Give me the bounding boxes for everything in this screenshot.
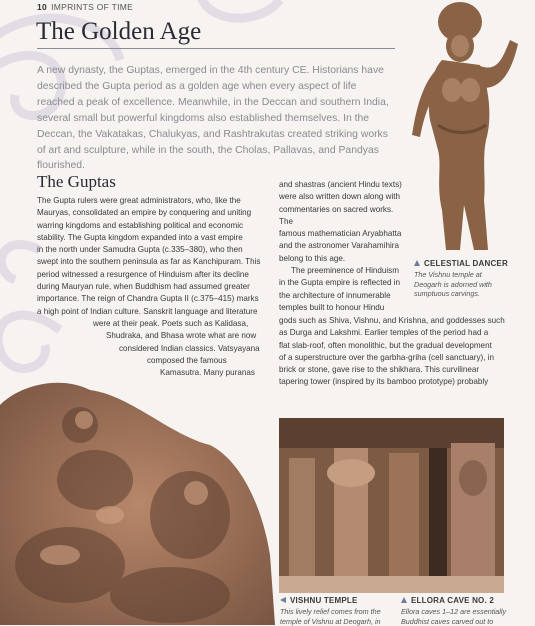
caption-line: Deogarh is adorned with: [414, 280, 514, 290]
caption-body: [414, 270, 514, 299]
section-label: IMPRINTS OF TIME: [51, 2, 133, 12]
caption-body: [280, 607, 398, 626]
caption-celestial-dancer: [414, 259, 514, 299]
vishnu-temple-relief-image: [0, 365, 275, 625]
caption-ellora-cave: [401, 596, 521, 626]
intro-paragraph: A new dynasty, the Guptas, emerged in the 4th century CE. Historians have described the Gupta period as a golden age when every aspect of life reached a peak of excellence. Meanwhile, in the Deccan and southern India, several small but powerful kingdoms also established themselves. In the Deccan, the Vakatakas, Chalukyas, and Rashtrakutas created striking works of art and sculpture, while in the south, the Cholas, Pallavas, and Pandyas flourished.: [37, 63, 389, 174]
col2-line: belong to this age.: [279, 253, 407, 265]
col2-line: The preeminence of Hinduism: [279, 265, 407, 277]
up-triangle-icon: [414, 260, 420, 266]
caption-line: Ellora caves 1–12 are essentially: [401, 607, 521, 617]
col1-line: in the north under Samudra Gupta (c.335–380), who then: [37, 244, 269, 256]
col1-line: swept into the southern peninsula as far as Kanchipuram. This: [37, 256, 269, 268]
caption-heading: [280, 596, 398, 605]
page-number: 10: [37, 2, 47, 12]
col1-line: Mauryas, consolidated an empire by conquering and uniting: [37, 207, 269, 219]
col2-line: and the astronomer Varahamihira: [279, 240, 407, 252]
col2b-line: of a superstructure over the garbha-griha (cell sanctuary), in: [279, 352, 507, 364]
col2b-line: as Durga and Lakshmi. Earlier temples of the period had a: [279, 327, 507, 339]
left-triangle-icon: [280, 597, 286, 603]
caption-vishnu-temple: [280, 596, 398, 626]
col2b-line: brick or stone, gave rise to the shikhara. This curvilinear: [279, 364, 507, 376]
body-column-1: [37, 195, 269, 379]
col1-line: during Mauryan rule, when Buddhism had assumed greater: [37, 281, 269, 293]
col2b-line: flat slab-roof, often monolithic, but the gradual development: [279, 340, 507, 352]
caption-body: [401, 607, 521, 626]
col1-line: period witnessed a resurgence of Hinduism after its decline: [37, 269, 269, 281]
col2-line: temples built to honour Hindu: [279, 302, 407, 314]
col1-line: Shudraka, and Bhasa wrote what are now: [37, 330, 269, 342]
col2-line: the architecture of innumerable: [279, 290, 407, 302]
col1-line: warring kingdoms and establishing political and economic: [37, 220, 269, 232]
col1-line: considered Indian classics. Vatsyayana: [37, 343, 269, 355]
col1-line: were at their peak. Poets such as Kalidasa,: [37, 318, 269, 330]
body-column-2: [279, 179, 407, 314]
caption-heading-text: VISHNU TEMPLE: [290, 596, 358, 605]
caption-heading-text: ELLORA CAVE NO. 2: [411, 596, 494, 605]
caption-line: Buddhist caves carved out to: [401, 617, 521, 626]
col2-line: in the Gupta empire is reflected in: [279, 277, 407, 289]
col1-line: The Gupta rulers were great administrators, who, like the: [37, 195, 269, 207]
col2b-line: gods such as Shiva, Vishnu, and Krishna, and goddesses such: [279, 315, 507, 327]
col2-line: commentaries on sacred works. The: [279, 204, 407, 229]
body-column-2-continued: [279, 315, 507, 389]
up-triangle-icon: [401, 597, 407, 603]
title-rule: [37, 48, 395, 49]
section-heading: The Guptas: [37, 172, 116, 192]
caption-line: temple of Vishnu at Deogarh, in: [280, 617, 398, 626]
col1-line: importance. The reign of Chandra Gupta II (c.375–415) marks: [37, 293, 269, 305]
col1-line: a high point of Indian culture. Sanskrit language and literature: [37, 306, 269, 318]
col2-line: were also written down along with: [279, 191, 407, 203]
col1-line: Kamasutra. Many puranas: [37, 367, 269, 379]
caption-line: sumptuous carvings.: [414, 289, 514, 299]
caption-heading: [414, 259, 514, 268]
celestial-dancer-image: [402, 0, 532, 260]
caption-heading: [401, 596, 521, 605]
col2b-line: tapering tower (inspired by its bamboo prototype) probably: [279, 376, 507, 388]
caption-heading-text: CELESTIAL DANCER: [424, 259, 508, 268]
col1-line: stability. The Gupta kingdom expanded into a vast empire: [37, 232, 269, 244]
running-header: [37, 2, 133, 12]
page-title: The Golden Age: [36, 18, 201, 46]
caption-line: This lively relief comes from the: [280, 607, 398, 617]
col1-line: composed the famous: [37, 355, 269, 367]
col2-line: and shastras (ancient Hindu texts): [279, 179, 407, 191]
ellora-cave-image: [279, 418, 504, 593]
col2-line: famous mathematician Aryabhatta: [279, 228, 407, 240]
caption-line: The Vishnu temple at: [414, 270, 514, 280]
